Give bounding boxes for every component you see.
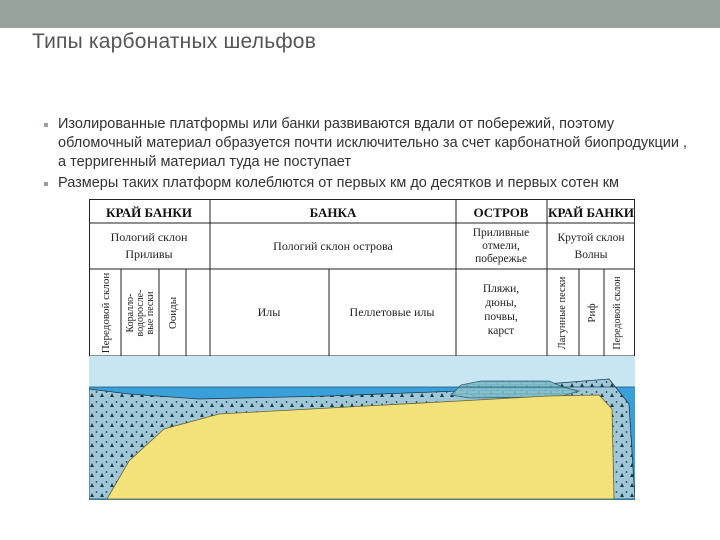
zone-waves: Волны bbox=[574, 249, 608, 261]
zone-tidal-flats-3: побережье bbox=[475, 253, 527, 265]
facies-coral-1: Коралло- bbox=[125, 293, 136, 333]
facies-beaches-1: Пляжи, bbox=[482, 283, 520, 295]
carbonate-platform-diagram bbox=[89, 199, 635, 500]
cross-section bbox=[89, 356, 635, 500]
zone-gentle-slope: Пологий склон bbox=[110, 230, 188, 244]
bullet-list bbox=[44, 115, 694, 195]
header-bank-edge-left: КРАЙ БАНКИ bbox=[106, 205, 192, 220]
zone-steep-slope: Крутой склон bbox=[557, 232, 625, 244]
header-bank-edge-right: КРАЙ БАНКИ bbox=[548, 205, 634, 220]
top-bar bbox=[0, 0, 720, 28]
header-bank: БАНКА bbox=[309, 205, 357, 220]
slide-title: Типы карбонатных шельфов bbox=[32, 30, 317, 53]
facies-reef: Риф bbox=[586, 303, 598, 323]
bullet-item: Размеры таких платформ колеблются от первых км до десятков и первых сотен км bbox=[44, 174, 694, 193]
facies-beaches-2: дюны, bbox=[485, 297, 517, 309]
zone-tidal-flats-1: Приливные bbox=[472, 227, 530, 239]
facies-front-slope-left: Передовой склон bbox=[100, 272, 112, 354]
facies-beaches-3: почвы, bbox=[484, 311, 518, 323]
facies-lagoon-sands: Лагунные пески bbox=[557, 276, 568, 350]
zone-island-slope: Пологий склон острова bbox=[273, 239, 393, 253]
zone-tidal-flats-2: отмели, bbox=[482, 240, 520, 252]
facies-ooids: Ооиды bbox=[167, 296, 179, 330]
bullet-item: Изолированные платформы или банки развиваются вдали от побережий, поэтому обломочный материал образуется почти исключительно за счет карбонатной биопродукции , а терригенный материал туда не поступает bbox=[44, 115, 694, 172]
facies-beaches-4: карст bbox=[487, 325, 515, 337]
facies-pellet-silts: Пеллетовые илы bbox=[349, 305, 435, 319]
facies-coral-3: вые пески bbox=[145, 291, 156, 335]
facies-silts: Илы bbox=[257, 305, 281, 319]
zone-tides: Приливы bbox=[125, 247, 173, 261]
facies-coral-2: водоросле- bbox=[135, 289, 146, 337]
header-island: ОСТРОВ bbox=[473, 205, 529, 220]
facies-front-slope-right-1: Передовой склон bbox=[612, 276, 623, 350]
